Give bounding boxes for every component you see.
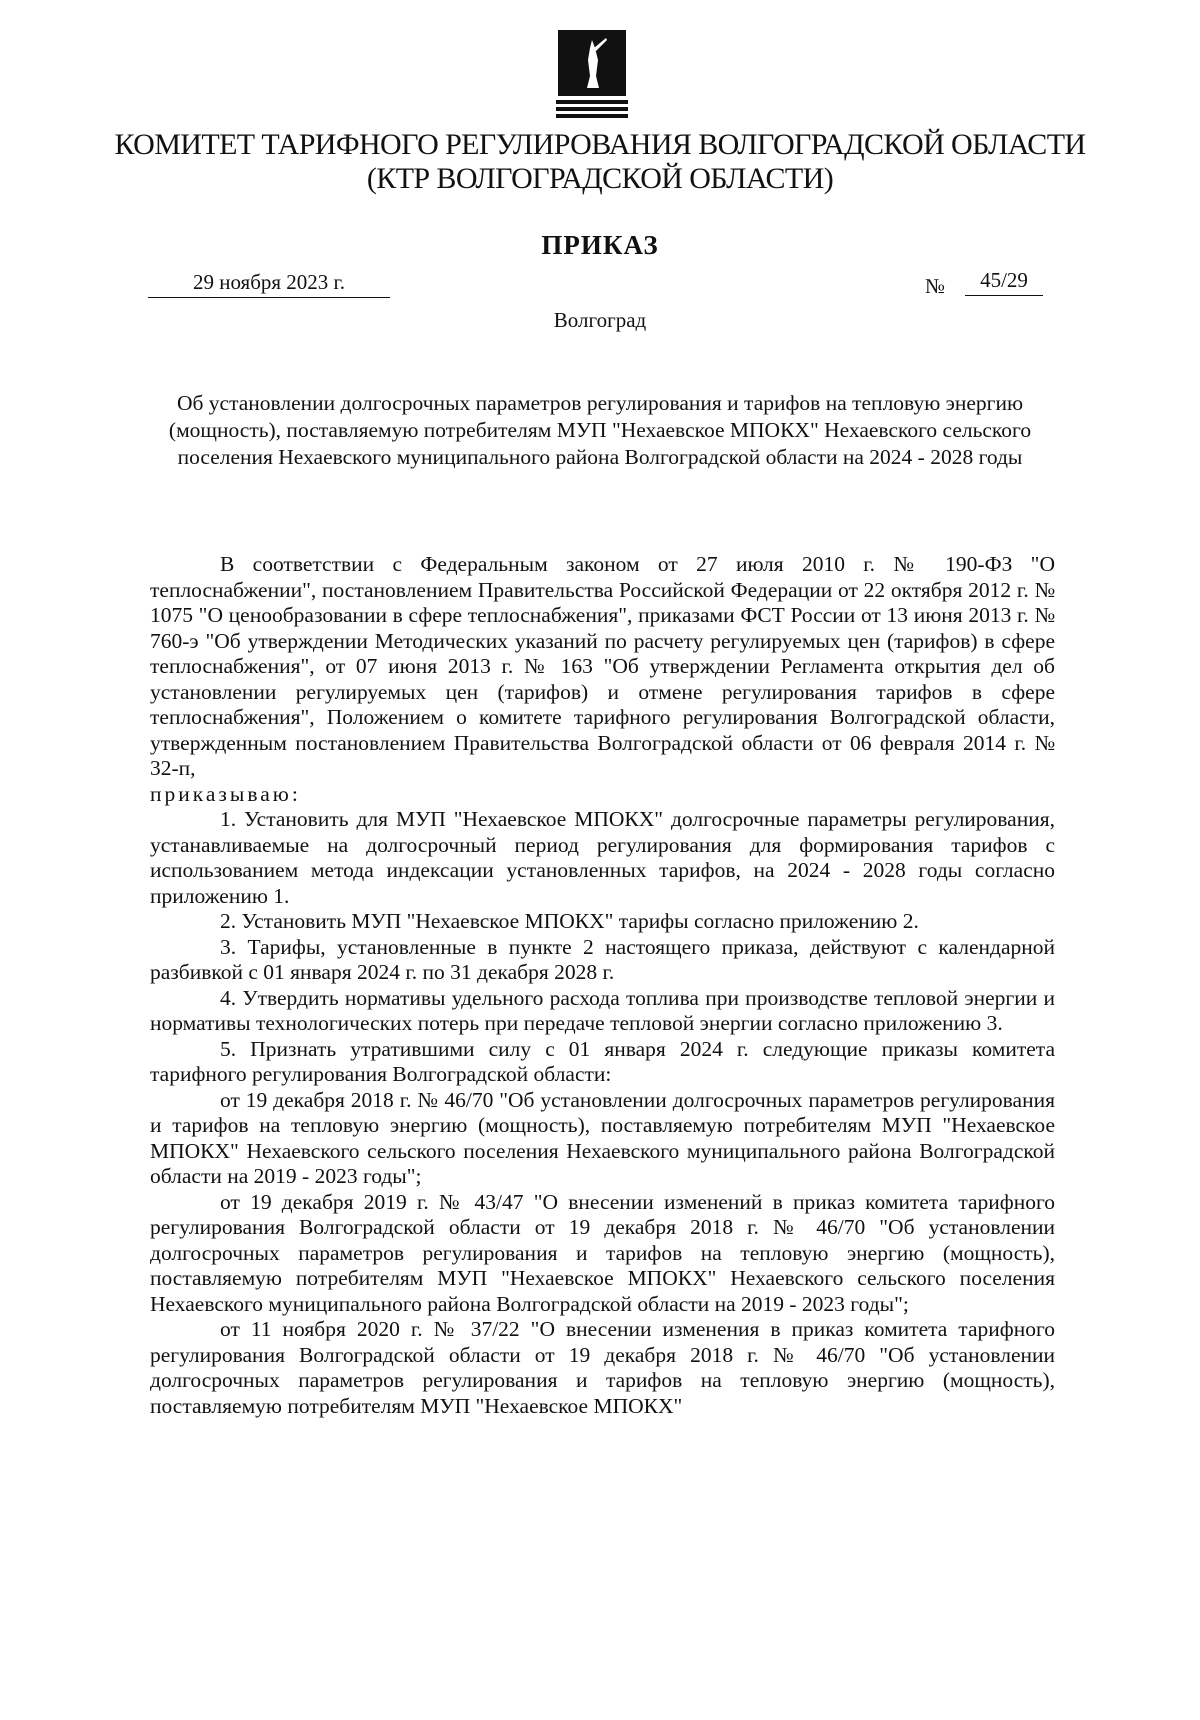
document-type: ПРИКАЗ xyxy=(541,230,659,260)
repealed-order-1: от 19 декабря 2018 г. № 46/70 "Об установлении долгосрочных параметров регулирования и тарифов на тепловую энергию (мощность), поставляемую потребителям МУП "Нехаевское МПОКХ" Нехаевского сельского поселения Нехаевского муниципального района Волгоградской области на 2019 - 2023 годы"; xyxy=(150,1087,1055,1188)
organization-name: КОМИТЕТ ТАРИФНОГО РЕГУЛИРОВАНИЯ ВОЛГОГРАДСКОЙ ОБЛАСТИ xyxy=(114,128,1086,161)
order-item-5: 5. Признать утратившими силу с 01 января 2024 г. следующие приказы комитета тарифного регулирования Волгоградской области: xyxy=(150,1036,1055,1086)
document-number: 45/29 xyxy=(965,268,1043,296)
document-body xyxy=(150,552,1055,1419)
order-item-3: 3. Тарифы, установленные в пункте 2 настоящего приказа, действуют с календарной разбивкой с 01 января 2024 г. по 31 декабря 2028 г. xyxy=(150,934,1055,984)
repealed-order-3: от 11 ноября 2020 г. № 37/22 "О внесении изменения в приказ комитета тарифного регулирования Волгоградской области от 19 декабря 2018 г. № 46/70 "Об установлении долгосрочных параметров регулирования и тарифов на тепловую энергию (мощность), поставляемую потребителям МУП "Нехаевское МПОКХ" xyxy=(150,1317,1055,1418)
order-item-4: 4. Утвердить нормативы удельного расхода топлива при производстве тепловой энергии и нормативы технологических потерь при передаче тепловой энергии согласно приложению 3. xyxy=(150,985,1055,1035)
order-item-2: 2. Установить МУП "Нехаевское МПОКХ" тарифы согласно приложению 2. xyxy=(220,909,919,933)
document-subject: Об установлении долгосрочных параметров регулирования и тарифов на тепловую энергию (мощность), поставляемую потребителям МУП "Нехаевское МПОКХ" Нехаевского сельского поселения Нехаевского муниципального района Волгоградской области на 2024 - 2028 годы xyxy=(168,391,1032,469)
document-date: 29 ноября 2023 г. xyxy=(148,270,390,298)
repealed-order-2: от 19 декабря 2019 г. № 43/47 "О внесении изменений в приказ комитета тарифного регулирования Волгоградской области от 19 декабря 2018 г. № 46/70 "Об установлении долгосрочных параметров регулирования и тарифов на тепловую энергию (мощность), поставляемую потребителям МУП "Нехаевское МПОКХ" Нехаевского сельского поселения Нехаевского муниципального района Волгоградской области на 2019 - 2023 годы"; xyxy=(150,1189,1055,1316)
number-sign: № xyxy=(925,274,946,298)
document-city: Волгоград xyxy=(553,308,647,332)
organization-abbreviation: (КТР ВОЛГОГРАДСКОЙ ОБЛАСТИ) xyxy=(366,162,834,195)
order-item-1: 1. Установить для МУП "Нехаевское МПОКХ" долгосрочные параметры регулирования, устанавливаемые на долгосрочный период регулирования для формирования тарифов с использованием метода индексации установленных тарифов, на 2024 - 2028 годы согласно приложению 1. xyxy=(150,807,1055,908)
preamble-paragraph: В соответствии с Федеральным законом от 27 июля 2010 г. № 190-ФЗ "О теплоснабжении", постановлением Правительства Российской Федерации от 22 октября 2012 г. № 1075 "О ценообразовании в сфере теплоснабжения", приказами ФСТ России от 13 июня 2013 г. № 760-э "Об утверждении Методических указаний по расчету регулируемых цен (тарифов) в сфере теплоснабжения", от 07 июня 2013 г. № 163 "Об утверждении Регламента открытия дел об установлении регулируемых цен (тарифов) и отмене регулирования тарифов в сфере теплоснабжения", Положением о комитете тарифного регулирования Волгоградской области, утвержденным постановлением Правительства Волгоградской области от 06 февраля 2014 г. № 32-п, xyxy=(150,552,1055,780)
volgograd-emblem-icon xyxy=(546,26,638,122)
order-word: приказываю: xyxy=(150,781,301,806)
